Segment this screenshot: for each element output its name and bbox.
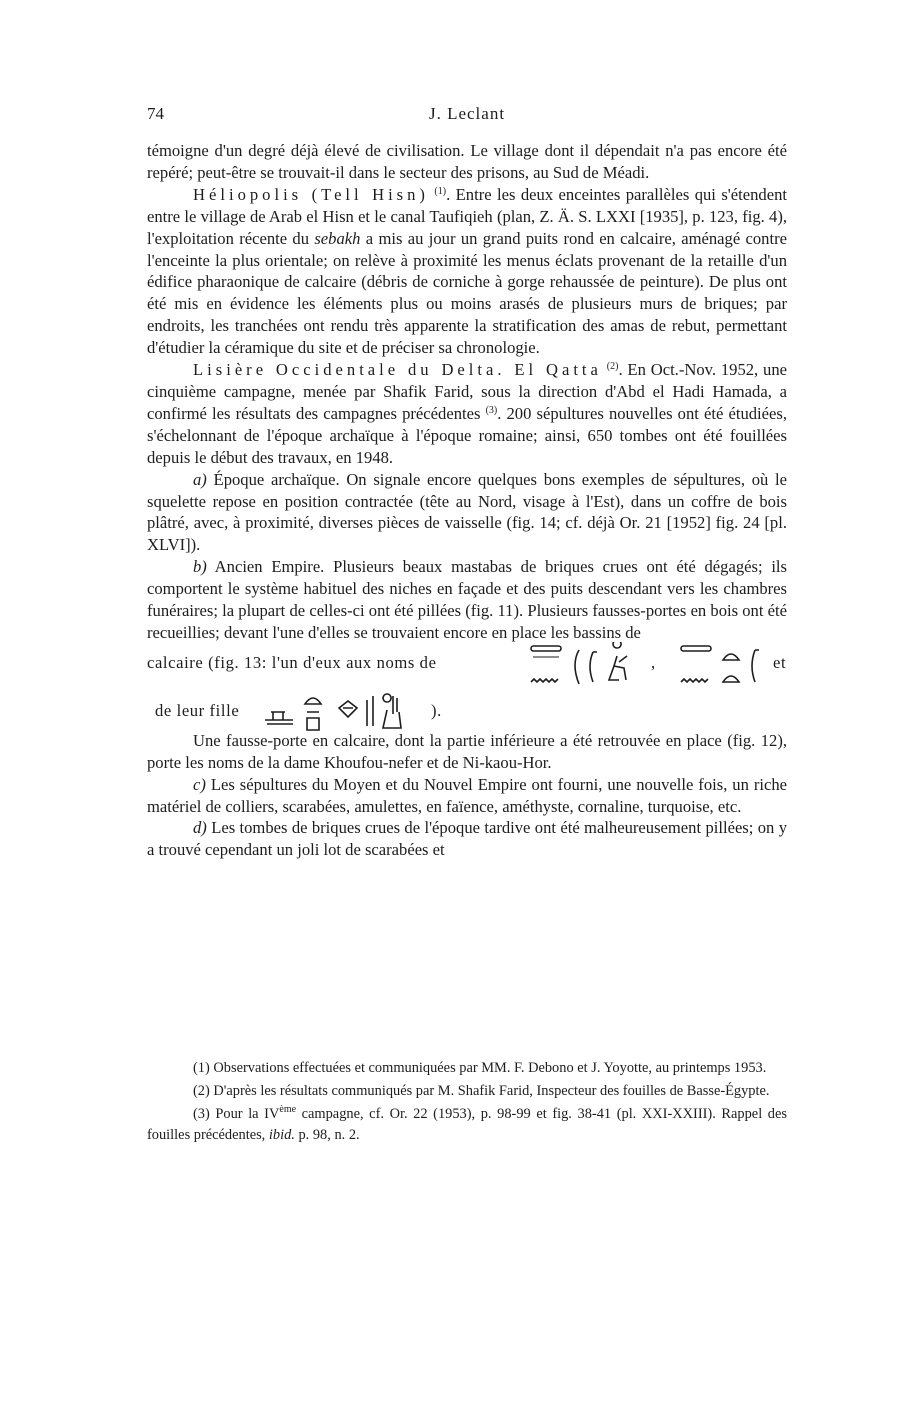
running-author: J. Leclant [428,104,506,123]
footnote-1: (1) Observations effectuées et communiquées par MM. F. Debono et J. Yoyotte, au printemps 1953. [193,1060,767,1076]
paragraph-a-archaic: a) Époque archaïque. On signale encore quelques bons exemples de sépultures, où le squelette repose en position contractée (tête au Nord, visage à l'Est), dans un coffre de bois plâtré, avec, à proximité, diverses pièces de vaisselle (fig. 14; cf. déjà Or. 21 [1952] fig. 24 [pl. XLVI]). [147,469,787,555]
hieroglyph-line-1: calcaire (fig. 13: l'un d'eux aux noms de , et [147,650,787,680]
hieroglyph-daughter-name-icon [259,690,421,736]
page-number: 74 [147,104,164,123]
paragraph-c-middle-new-kingdom: c) Les sépultures du Moyen et du Nouvel Empire ont fourni, une nouvelle fois, un riche matériel de colliers, scarabées, amulettes, en faïence, améthyste, cornaline, turquoise, etc. [147,774,787,816]
paragraph-continuation: témoigne d'un degré déjà élevé de civilisation. Le village dont il dépendait n'a pas encore été repéré; peut-être se trouvait-il dans le secteur des prisons, au Sud de Méadi. [147,141,787,182]
paragraph-d-late-period: d) Les tombes de briques crues de l'époque tardive ont été malheureusement pillées; on y a trouvé cependant un joli lot de scarabées et [147,818,787,860]
item-label-d: d) [193,818,207,838]
item-label-a: a) [193,469,207,489]
body-text [147,140,787,861]
term-sebakh: sebakh [314,228,361,248]
footnote-2: (2) D'après les résultats communiqués par M. Shafik Farid, Inspecteur des fouilles de Basse-Égypte. [193,1083,770,1099]
comma-separator: , [651,652,656,672]
footnote-ref-2: (2) [606,361,619,373]
hieroglyph-name-1-icon [527,642,645,688]
paragraph-false-door: Une fausse-porte en calcaire, dont la partie inférieure a été retrouvée en place (fig. 12), porte les noms de la dame Khoufou-nefer et de Ni-kaou-Hor. [147,730,787,772]
paragraph-el-qatta: Lisière Occidentale du Delta. El Qatta $^{(2)}$. En Oct.-Nov. 1952, une cinquième campagne, menée par Shafik Farid, sous la direction d'Abd el Hadi Hamada, a confirmé les résultats des campagnes précédentes $^{(3)}$. 200 sépultures nouvelles ont été étudiées, s'échelonnant de l'époque archaïque à l'époque romaine; ainsi, 650 tombes ont été fouillées depuis le début des travaux, en 1948. [147,360,787,467]
paragraph-b-old-kingdom: b) Ancien Empire. Plusieurs beaux mastabas de briques crues ont été dégagés; ils comportent le système habituel des niches en façade et des puits descendant vers les chambres funéraires; la plupart de celles-ci ont été pillées (fig. 11). Plusieurs fausses-portes en bois ont été recueillies; devant l'une d'elles se trouvaient encore en place les bassins de [147,557,787,642]
hieroglyph-line-2: de leur fille ). [147,690,787,730]
site-heading-heliopolis: Héliopolis (Tell Hisn) [193,184,429,204]
footnote-ref-3: (3) [485,404,498,416]
item-label-c: c) [193,774,206,794]
site-heading-el-qatta: Lisière Occidentale du Delta. El Qatta [193,360,602,380]
footnote-3: (3) Pour la IVème campagne, cf. Or. 22 (1953), p. 98-99 et fig. 38-41 (pl. XXI-XXIII). Rappel des fouilles précédentes, ibid. p. 98, n. 2. [147,1104,787,1143]
item-label-b: b) [193,557,207,577]
footnotes [147,1058,787,1148]
conjunction-et: et [773,652,787,672]
hieroglyph-name-2-icon [677,642,769,688]
running-header [147,104,787,130]
footnote-ref-1: (1) [434,185,447,197]
paragraph-heliopolis: Héliopolis (Tell Hisn) $^{(1)}$. Entre les deux enceintes parallèles qui s'étendent entre le village de Arab el Hisn et le canal Taufiqieh (plan, Z. Ä. S. LXXI [1935], p. 123, fig. 4), l'exploitation récente du sebakh a mis au jour un grand puits rond en calcaire, aménagé contre l'enceinte la plus orientale; on relève à proximité les menus éclats provenant de la retaille d'un édifice pharaonique de calcaire (débris de corniche à gorge rehaussée de peinture). De plus ont été mis en évidence les éléments plus ou moins arasés de plusieurs murs de briques; par endroits, les tranchées ont rendu très apparente la stratification des amas de rebut, permettant d'étudier la céramique du site et de préciser sa chronologie. [147,184,787,358]
closing-paren: ). [431,700,442,720]
